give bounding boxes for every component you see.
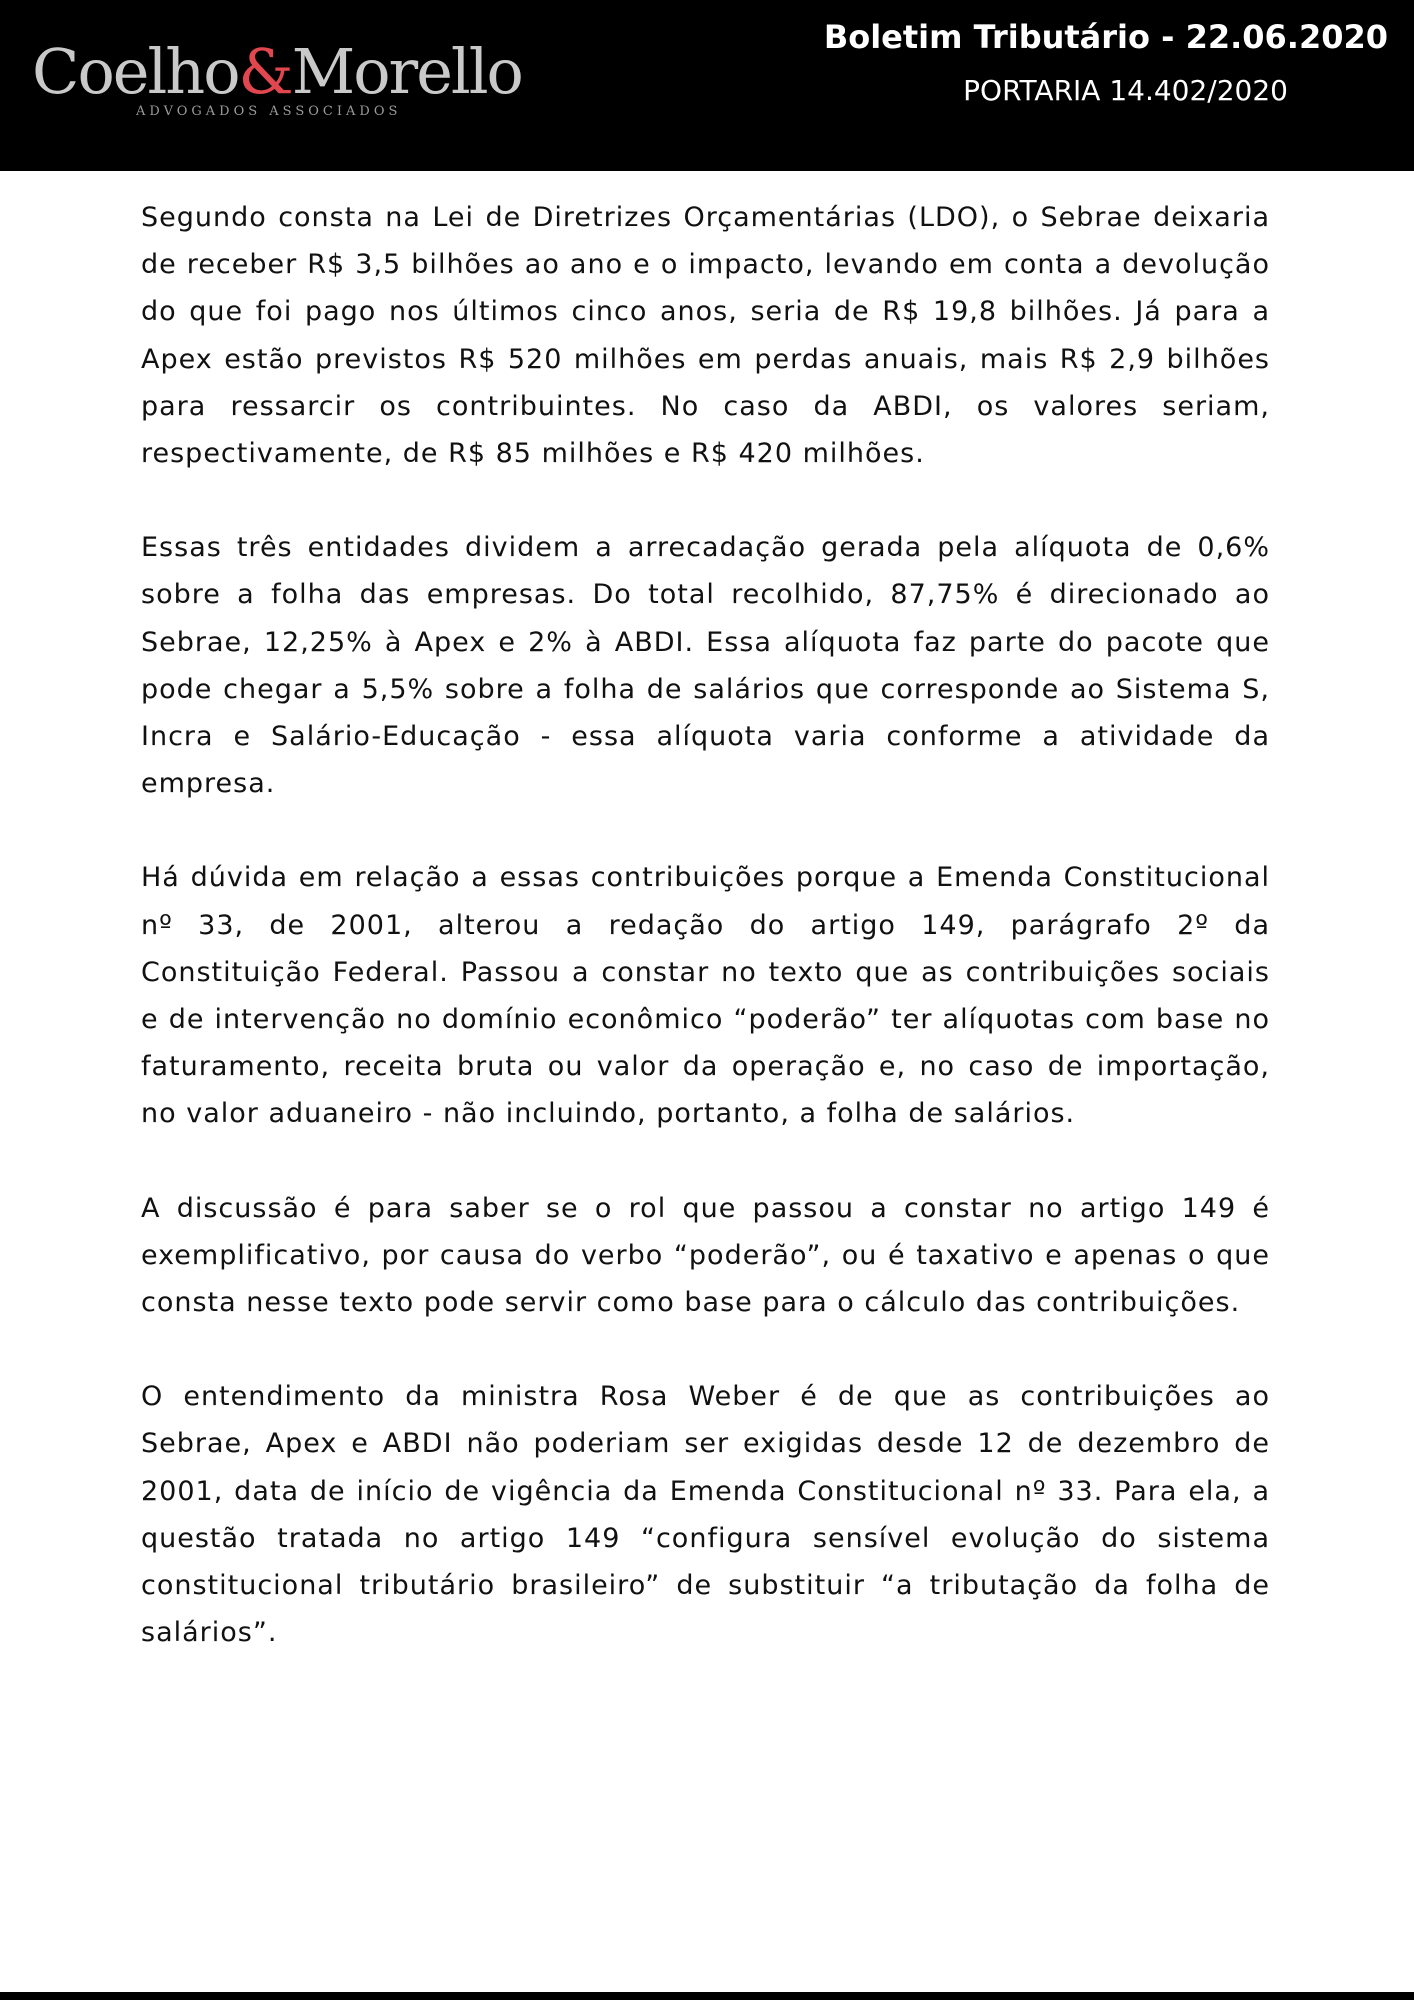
logo-tagline: ADVOGADOS ASSOCIADOS xyxy=(136,104,402,119)
page-header xyxy=(0,0,1414,171)
logo-wordmark xyxy=(32,32,522,112)
logo-name-part1: Coelho xyxy=(32,35,239,108)
logo-ampersand: & xyxy=(238,35,292,108)
paragraph-1: Segundo consta na Lei de Diretrizes Orçamentárias (LDO), o Sebrae deixaria de receber R$ 3,5 bilhões ao ano e o impacto, levando em conta a devolução do que foi pago nos últimos cinco anos, seria de R$ 19,8 bilhões. Já para a Apex estão previstos R$ 520 milhões em perdas anuais, mais R$ 2,9 bilhões para ressarcir os contribuintes. No caso da ABDI, os valores seriam, respectivamente, de R$ 85 milhões e R$ 420 milhões. xyxy=(141,202,1270,470)
paragraph-3: Há dúvida em relação a essas contribuições porque a Emenda Constitucional nº 33, de 2001, alterou a redação do artigo 149, parágrafo 2º da Constituição Federal. Passou a constar no texto que as contribuições sociais e de intervenção no domínio econômico “poderão” ter alíquotas com base no faturamento, receita bruta ou valor da operação e, no caso de importação, no valor aduaneiro - não incluindo, portanto, a folha de salários. xyxy=(141,862,1270,1130)
bulletin-title: Boletim Tributário - 22.06.2020 xyxy=(823,18,1388,56)
article-body xyxy=(141,194,1270,1703)
paragraph-5: O entendimento da ministra Rosa Weber é de que as contribuições ao Sebrae, Apex e ABDI não poderiam ser exigidas desde 12 de dezembro de 2001, data de início de vigência da Emenda Constitucional nº 33. Para ela, a questão tratada no artigo 149 “configura sensível evolução do sistema constitucional tributário brasileiro” de substituir “a tributação da folha de salários”. xyxy=(141,1381,1270,1649)
paragraph-4: A discussão é para saber se o rol que passou a constar no artigo 149 é exemplificativo, por causa do verbo “poderão”, ou é taxativo e apenas o que consta nesse texto pode servir como base para o cálculo das contribuições. xyxy=(141,1192,1270,1319)
paragraph-2: Essas três entidades dividem a arrecadação gerada pela alíquota de 0,6% sobre a folha das empresas. Do total recolhido, 87,75% é direcionado ao Sebrae, 12,25% à Apex e 2% à ABDI. Essa alíquota faz parte do pacote que pode chegar a 5,5% sobre a folha de salários que corresponde ao Sistema S, Incra e Salário-Educação - essa alíquota varia conforme a atividade da empresa. xyxy=(141,532,1270,800)
footer-divider xyxy=(0,1992,1414,2000)
logo-name-part2: Morello xyxy=(291,35,522,108)
firm-logo xyxy=(32,32,522,127)
bulletin-subtitle: PORTARIA 14.402/2020 xyxy=(963,74,1288,107)
